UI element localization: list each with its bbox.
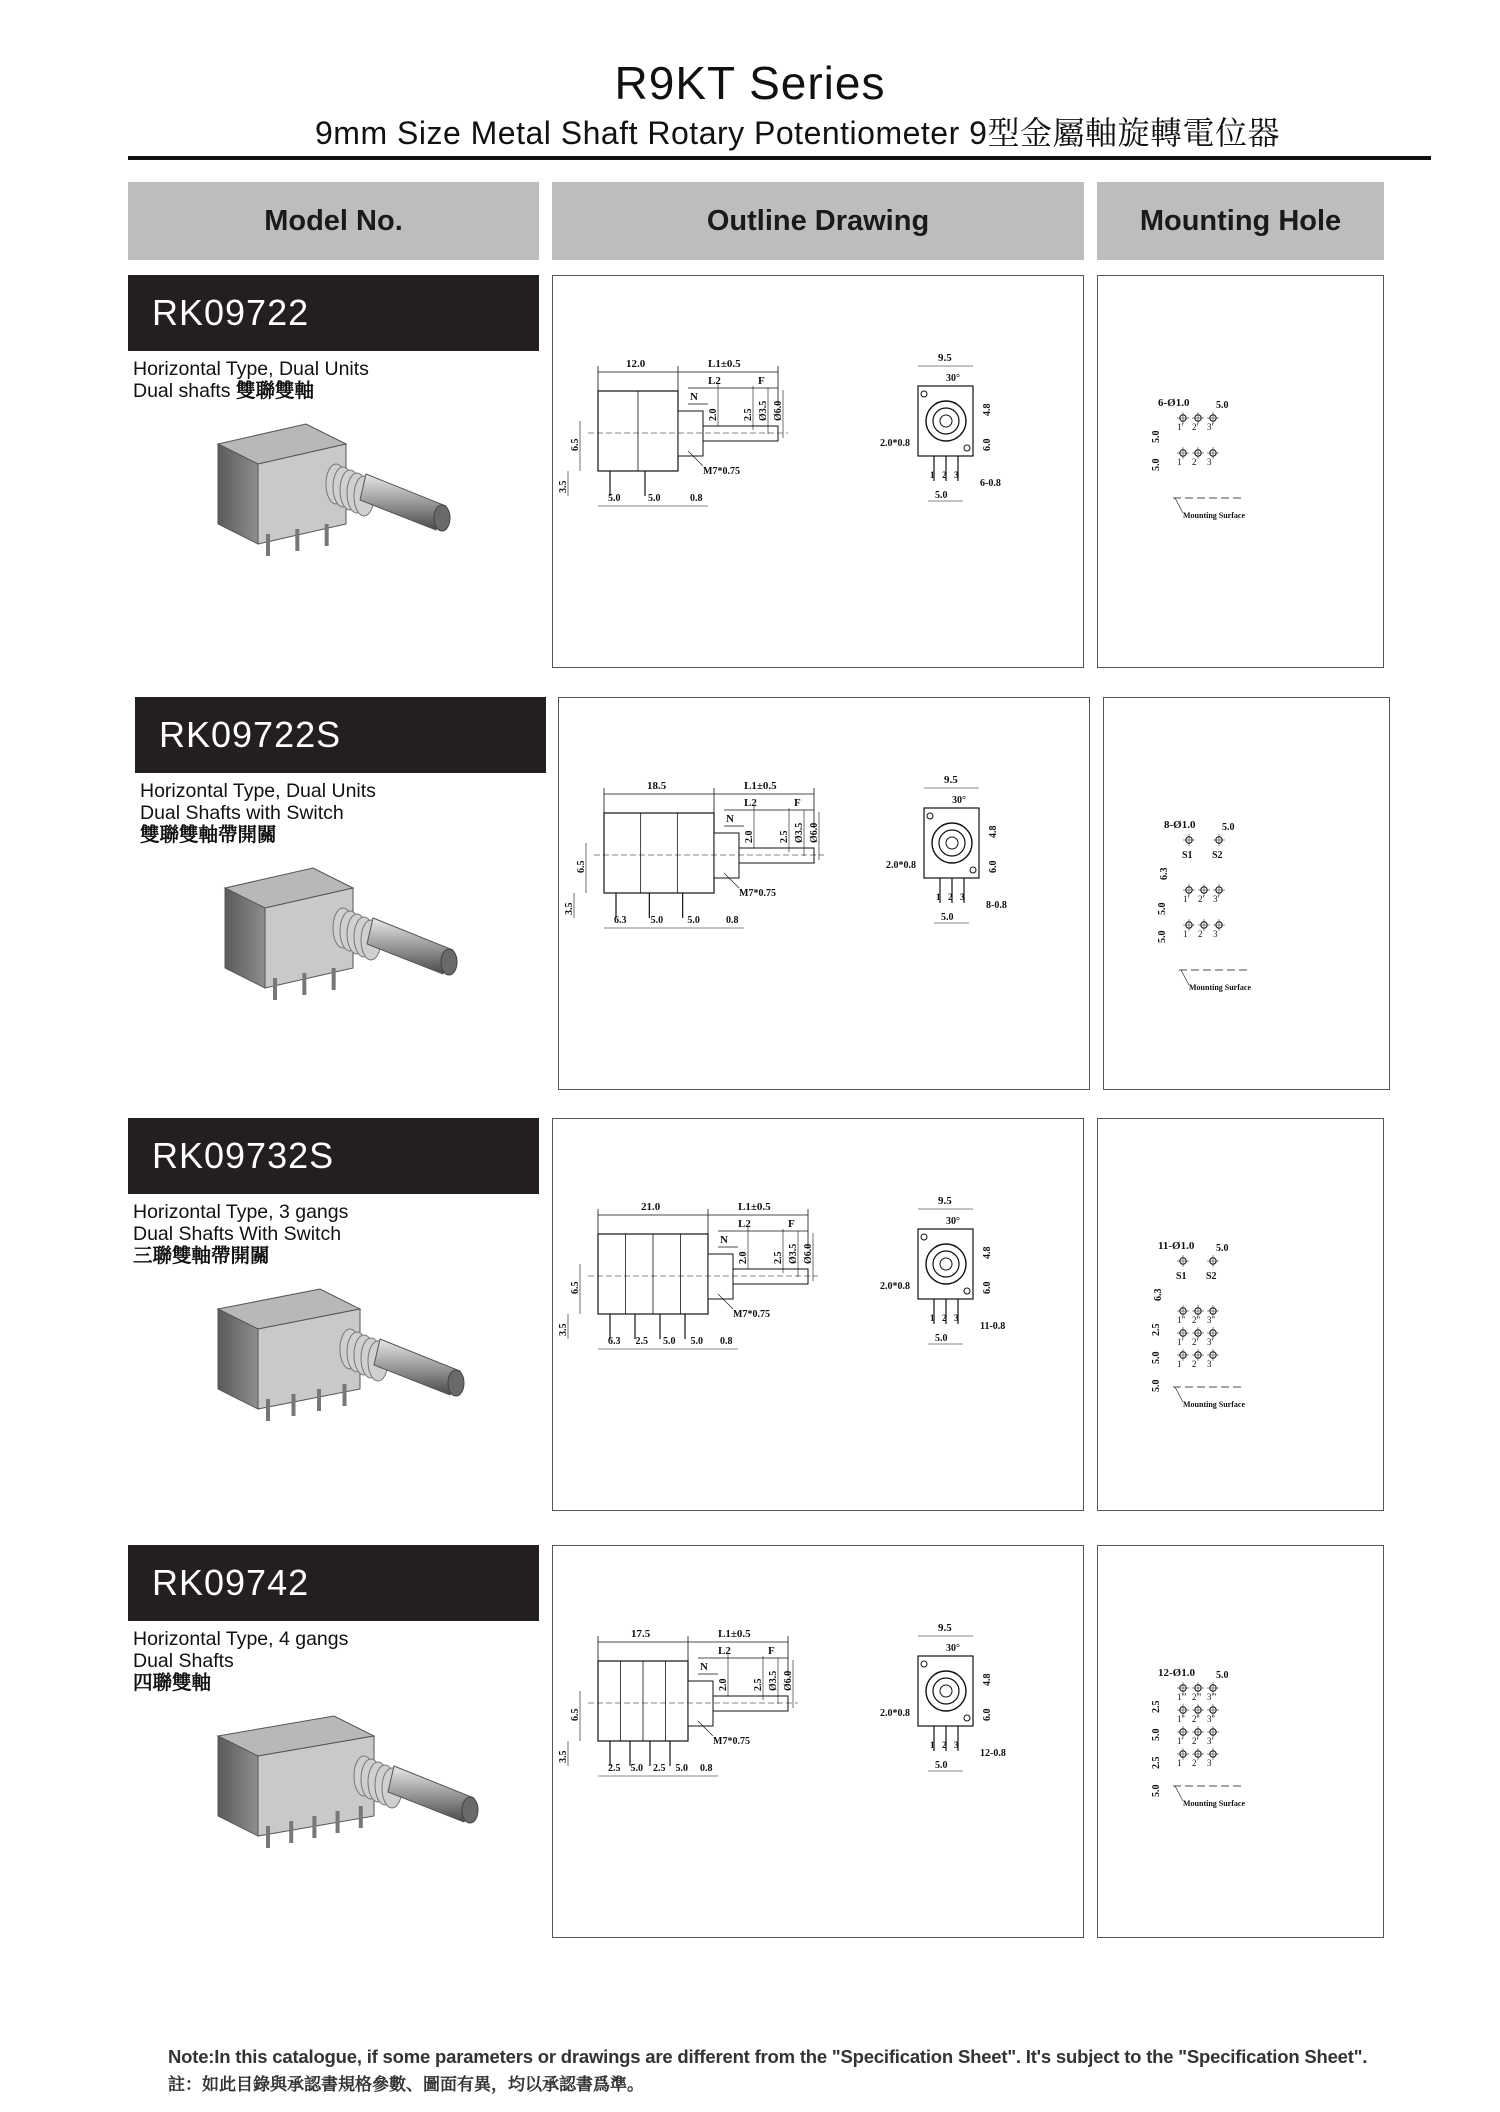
pin-label: 3' bbox=[1213, 894, 1220, 904]
mounting-hole-drawing bbox=[1104, 698, 1389, 1088]
dim-bottom-pitch: 5.0 bbox=[941, 912, 954, 923]
outline-drawing-box bbox=[552, 1545, 1084, 1938]
dim-tab: 2.0*0.8 bbox=[880, 1708, 910, 1719]
outline-drawing bbox=[553, 1546, 1083, 1936]
pin bbox=[302, 973, 306, 995]
dim-width: 9.5 bbox=[938, 1622, 952, 1634]
front-pin-label: 3 bbox=[954, 470, 959, 480]
dim-angle: 30° bbox=[946, 1643, 960, 1654]
dim-h1: 6.5 bbox=[576, 860, 587, 873]
dim-h1: 6.5 bbox=[570, 438, 581, 451]
shaft bbox=[388, 1766, 474, 1822]
vertical-pitch: 2.5 bbox=[1151, 1756, 1162, 1769]
dim-n: N bbox=[700, 1661, 708, 1673]
hole-spec: 11-Ø1.0 bbox=[1158, 1240, 1195, 1252]
pin-label: 2 bbox=[1192, 1758, 1197, 1768]
potentiometer-illustration bbox=[198, 414, 488, 604]
footer-note-cn: 註：如此目錄與承認書規格參數、圖面有異，均以承認書爲準。 bbox=[168, 2075, 644, 2094]
dim-pitch-b: 5.0 bbox=[648, 493, 661, 504]
pin bbox=[266, 1826, 270, 1848]
pin-label: 3 bbox=[1207, 1758, 1212, 1768]
dim-thickness: 0.8 bbox=[690, 493, 703, 504]
dim-thread: M7*0.75 bbox=[739, 888, 776, 899]
dim-angle: 30° bbox=[952, 795, 966, 806]
dim-r1: 4.8 bbox=[982, 403, 993, 416]
dim-d3: Ø3.5 bbox=[768, 1670, 779, 1691]
hole-spec: 12-Ø1.0 bbox=[1158, 1667, 1195, 1679]
dim-d4: Ø6.0 bbox=[773, 400, 784, 421]
switch-label: S1 bbox=[1182, 850, 1193, 861]
shaft-end bbox=[448, 1370, 464, 1396]
dim-body-length: 12.0 bbox=[626, 358, 646, 370]
dim-angle: 30° bbox=[946, 1216, 960, 1227]
dim-tab: 2.0*0.8 bbox=[886, 860, 916, 871]
bushing bbox=[688, 1681, 713, 1726]
title-rule bbox=[128, 156, 1431, 160]
pin bbox=[292, 1394, 296, 1416]
vertical-pitch: 5.0 bbox=[1151, 1784, 1162, 1797]
column-header-mounting-label: Mounting Hole bbox=[1139, 204, 1342, 237]
dim-n: N bbox=[690, 391, 698, 403]
potentiometer-illustration bbox=[198, 1706, 488, 1896]
pin-label: 1 bbox=[1177, 1359, 1182, 1369]
dim-thread: M7*0.75 bbox=[733, 1309, 770, 1320]
dim-thread: M7*0.75 bbox=[713, 1736, 750, 1747]
vertical-pitch: 2.5 bbox=[1151, 1323, 1162, 1336]
mounting-surface-label: Mounting Surface bbox=[1183, 511, 1245, 520]
pin-label: 1' bbox=[1183, 894, 1190, 904]
model-number-bar bbox=[128, 1545, 539, 1621]
dim-thread: M7*0.75 bbox=[703, 466, 740, 477]
dim-r1: 4.8 bbox=[982, 1246, 993, 1259]
hole-pitch: 5.0 bbox=[1222, 822, 1235, 833]
column-header-model-label: Model No. bbox=[264, 204, 403, 237]
front-pin-label: 1 bbox=[936, 892, 941, 902]
dim-bottom-pitch: 5.0 bbox=[935, 490, 948, 501]
dim-r2: 6.0 bbox=[982, 438, 993, 451]
column-header-model bbox=[128, 182, 539, 260]
dim-d2: 2.5 bbox=[753, 1678, 764, 1691]
shaft-end bbox=[434, 505, 450, 531]
mounting-hole-box bbox=[1097, 1545, 1384, 1938]
shaft bbox=[374, 1339, 460, 1395]
dim-d2: 2.5 bbox=[743, 408, 754, 421]
shaft-end bbox=[462, 1797, 478, 1823]
description-cn: 雙聯雙軸 bbox=[235, 380, 314, 402]
pin-label: 2' bbox=[1192, 1736, 1199, 1746]
pin-label: 2" bbox=[1192, 1315, 1201, 1325]
dim-thickness: 0.8 bbox=[720, 1336, 733, 1347]
pin-label: 2' bbox=[1198, 894, 1205, 904]
dim-bottom-pitch: 5.0 bbox=[935, 1333, 948, 1344]
hole-pitch: 5.0 bbox=[1216, 1243, 1229, 1254]
dim-body-length: 17.5 bbox=[631, 1628, 651, 1640]
pin-label: 3'' bbox=[1207, 1714, 1215, 1724]
dim-body-length: 21.0 bbox=[641, 1201, 661, 1213]
dim-h2: 3.5 bbox=[558, 480, 569, 493]
front-pin-label: 1 bbox=[930, 470, 935, 480]
dim-f: F bbox=[758, 375, 765, 387]
pin bbox=[312, 1816, 316, 1838]
dim-d4: Ø6.0 bbox=[809, 822, 820, 843]
bushing bbox=[714, 833, 739, 878]
product-photo bbox=[198, 1706, 488, 1896]
shaft-outline bbox=[739, 848, 814, 863]
mounting-surface-label: Mounting Surface bbox=[1183, 1400, 1245, 1409]
front-pin-label: 2 bbox=[948, 892, 953, 902]
description-en: Dual shafts bbox=[133, 380, 236, 402]
mounting-surface-label: Mounting Surface bbox=[1189, 983, 1251, 992]
description-line-last bbox=[133, 1672, 348, 1694]
front-pin-label: 1 bbox=[930, 1313, 935, 1323]
pin-label: 1 bbox=[1177, 1758, 1182, 1768]
pin-label: 2 bbox=[1192, 1359, 1197, 1369]
switch-label: S2 bbox=[1206, 1271, 1217, 1282]
dim-pitch-a: 5.0 bbox=[608, 493, 621, 504]
hole-pitch: 5.0 bbox=[1216, 400, 1229, 411]
front-pin-label: 2 bbox=[942, 1740, 947, 1750]
bushing bbox=[708, 1254, 733, 1299]
model-description bbox=[140, 780, 376, 846]
front-pin-label: 3 bbox=[954, 1313, 959, 1323]
potentiometer-illustration bbox=[205, 858, 495, 1048]
description-cn: 雙聯雙軸帶開關 bbox=[140, 824, 277, 846]
front-pin-label: 1 bbox=[930, 1740, 935, 1750]
leader bbox=[1175, 1786, 1183, 1801]
pin-label: 1 bbox=[1177, 457, 1182, 467]
dim-thickness: 0.8 bbox=[700, 1763, 713, 1774]
dim-tab: 2.0*0.8 bbox=[880, 1281, 910, 1292]
description-line: Horizontal Type, 3 gangs bbox=[133, 1201, 349, 1223]
dim-d4: Ø6.0 bbox=[803, 1243, 814, 1264]
mounting-hole-drawing bbox=[1098, 276, 1383, 666]
footer-note: Note:In this catalogue, if some parameters or drawings are different from the "Specification Sheet". It's subject to the "Specification Sheet". bbox=[168, 2046, 1368, 2067]
dim-f: F bbox=[768, 1645, 775, 1657]
shaft-outline bbox=[733, 1269, 808, 1284]
dim-r2: 6.0 bbox=[988, 860, 999, 873]
outline-drawing bbox=[553, 276, 1083, 666]
dim-pitch-b: 5.0 bbox=[690, 1336, 703, 1347]
front-pin-label: 3 bbox=[960, 892, 965, 902]
vertical-pitch: 5.0 bbox=[1157, 902, 1168, 915]
front-pin-label: 2 bbox=[942, 1313, 947, 1323]
outline-drawing bbox=[553, 1119, 1083, 1509]
mounting-hole-box bbox=[1103, 697, 1390, 1090]
dim-d2: 2.5 bbox=[773, 1251, 784, 1264]
hole-pitch: 5.0 bbox=[1216, 1670, 1229, 1681]
body-outline bbox=[604, 813, 714, 893]
description-line: Horizontal Type, Dual Units bbox=[133, 358, 369, 380]
pin-label: 1 bbox=[1183, 929, 1188, 939]
vertical-pitch: 2.5 bbox=[1151, 1700, 1162, 1713]
pin-label: 2' bbox=[1192, 422, 1199, 432]
dim-pitch-a: 5.0 bbox=[630, 1763, 643, 1774]
pin-label: 3' bbox=[1207, 1337, 1214, 1347]
product-photo bbox=[198, 414, 488, 604]
column-header-outline-label: Outline Drawing bbox=[706, 204, 930, 237]
dim-d1: 2.0 bbox=[718, 1678, 729, 1691]
model-number-bar bbox=[128, 1118, 539, 1194]
dim-pin-count: 8-0.8 bbox=[986, 900, 1007, 911]
description-cn: 三聯雙軸帶開關 bbox=[133, 1245, 270, 1267]
pin-label: 3''' bbox=[1207, 1692, 1217, 1702]
pin-label: 3' bbox=[1207, 1736, 1214, 1746]
vertical-pitch: 5.0 bbox=[1151, 458, 1162, 471]
dim-pin-count: 12-0.8 bbox=[980, 1748, 1006, 1759]
description-line-last bbox=[133, 1245, 348, 1267]
pin-label: 1''' bbox=[1177, 1692, 1187, 1702]
model-number: RK09722 bbox=[152, 292, 310, 333]
pin-label: 2 bbox=[1198, 929, 1203, 939]
vertical-pitch: 5.0 bbox=[1151, 1351, 1162, 1364]
mounting-hole-drawing bbox=[1098, 1546, 1383, 1936]
front-pin-label: 3 bbox=[954, 1740, 959, 1750]
model-description bbox=[133, 1628, 348, 1694]
pin bbox=[273, 978, 277, 1000]
shaft bbox=[367, 918, 453, 974]
dim-d3: Ø3.5 bbox=[758, 400, 769, 421]
vertical-pitch: 6.3 bbox=[1153, 1288, 1164, 1301]
pin bbox=[359, 1806, 363, 1828]
pin-label: 1' bbox=[1177, 422, 1184, 432]
dim-tab: 2.0*0.8 bbox=[880, 438, 910, 449]
dim-thickness: 0.8 bbox=[726, 915, 739, 926]
leader bbox=[1175, 498, 1183, 513]
dim-pitch-c: 6.3 bbox=[614, 915, 627, 926]
model-number-bar bbox=[128, 275, 539, 351]
dim-f: F bbox=[794, 797, 801, 809]
pin bbox=[336, 1811, 340, 1833]
pin bbox=[325, 524, 329, 546]
hole-spec: 8-Ø1.0 bbox=[1164, 819, 1196, 831]
model-number-bar bbox=[135, 697, 546, 773]
pin bbox=[343, 1384, 347, 1406]
description-line-last bbox=[133, 380, 369, 402]
pin-label: 2 bbox=[1192, 457, 1197, 467]
bushing bbox=[678, 411, 703, 456]
shaft-end bbox=[441, 949, 457, 975]
outline-drawing bbox=[559, 698, 1089, 1088]
dim-pitch-a: 5.0 bbox=[650, 915, 664, 926]
dim-l1: L1±0.5 bbox=[718, 1628, 751, 1640]
vertical-pitch: 5.0 bbox=[1151, 430, 1162, 443]
dim-f: F bbox=[788, 1218, 795, 1230]
pin-label: 1' bbox=[1177, 1736, 1184, 1746]
mounting-hole-drawing bbox=[1098, 1119, 1383, 1509]
pin-label: 1'' bbox=[1177, 1714, 1185, 1724]
pin bbox=[317, 1389, 321, 1411]
pin-label: 1" bbox=[1177, 1315, 1186, 1325]
dim-pitch-d: 2.5 bbox=[635, 1336, 648, 1347]
description-line: Dual Shafts With Switch bbox=[133, 1223, 342, 1245]
model-number: RK09722S bbox=[159, 714, 342, 755]
pin bbox=[289, 1821, 293, 1843]
mounting-hole-box bbox=[1097, 275, 1384, 668]
mounting-surface-label: Mounting Surface bbox=[1183, 1799, 1245, 1808]
dim-n: N bbox=[720, 1234, 728, 1246]
shaft bbox=[360, 474, 446, 530]
pin bbox=[266, 1399, 270, 1421]
model-description bbox=[133, 1201, 348, 1267]
vertical-pitch: 5.0 bbox=[1157, 930, 1168, 943]
dim-n: N bbox=[726, 813, 734, 825]
dim-d4: Ø6.0 bbox=[783, 1670, 794, 1691]
dim-width: 9.5 bbox=[944, 774, 958, 786]
description-line: Horizontal Type, 4 gangs bbox=[133, 1628, 349, 1650]
dim-l1: L1±0.5 bbox=[738, 1201, 771, 1213]
description-cn: 四聯雙軸 bbox=[133, 1672, 212, 1694]
pin-label: 3 bbox=[1207, 1359, 1212, 1369]
description-line: Dual Shafts with Switch bbox=[140, 802, 344, 824]
dim-h1: 6.5 bbox=[570, 1708, 581, 1721]
dim-pitch-b: 5.0 bbox=[675, 1763, 688, 1774]
dim-pin-count: 6-0.8 bbox=[980, 478, 1001, 489]
dim-r1: 4.8 bbox=[982, 1673, 993, 1686]
column-header-mounting bbox=[1097, 182, 1384, 260]
column-header-outline bbox=[552, 182, 1084, 260]
dim-d1: 2.0 bbox=[708, 408, 719, 421]
dim-h2: 3.5 bbox=[558, 1750, 569, 1763]
leader bbox=[1175, 1387, 1183, 1402]
dim-d1: 2.0 bbox=[738, 1251, 749, 1264]
dim-r1: 4.8 bbox=[988, 825, 999, 838]
outline-drawing-box bbox=[552, 1118, 1084, 1511]
product-photo bbox=[198, 1279, 488, 1469]
dim-bottom-pitch: 5.0 bbox=[935, 1760, 948, 1771]
pin-label: 3 bbox=[1213, 929, 1218, 939]
mounting-hole-box bbox=[1097, 1118, 1384, 1511]
dim-r2: 6.0 bbox=[982, 1708, 993, 1721]
shaft-outline bbox=[703, 426, 778, 441]
dim-r2: 6.0 bbox=[982, 1281, 993, 1294]
dim-l1: L1±0.5 bbox=[708, 358, 741, 370]
front-pin-label: 2 bbox=[942, 470, 947, 480]
dim-pitch-d: 2.5 bbox=[608, 1763, 621, 1774]
description-line: Horizontal Type, Dual Units bbox=[140, 780, 376, 802]
switch-label: S2 bbox=[1212, 850, 1223, 861]
dim-pin-count: 11-0.8 bbox=[980, 1321, 1006, 1332]
description-line-last bbox=[140, 824, 376, 846]
dim-pitch-c: 6.3 bbox=[608, 1336, 621, 1347]
dim-l2: L2 bbox=[708, 375, 721, 387]
hole-spec: 6-Ø1.0 bbox=[1158, 397, 1190, 409]
pin bbox=[295, 529, 299, 551]
pin-label: 3" bbox=[1207, 1315, 1216, 1325]
pin-label: 1' bbox=[1177, 1337, 1184, 1347]
dim-d2: 2.5 bbox=[779, 830, 790, 843]
dim-angle: 30° bbox=[946, 373, 960, 384]
model-number: RK09742 bbox=[152, 1562, 310, 1603]
vertical-pitch: 6.3 bbox=[1159, 867, 1170, 880]
page-subtitle: 9mm Size Metal Shaft Rotary Potentiometer 9型金屬軸旋轉電位器 bbox=[315, 115, 1280, 151]
pin-label: 2' bbox=[1192, 1337, 1199, 1347]
dim-pitch-b: 5.0 bbox=[687, 915, 700, 926]
model-number: RK09732S bbox=[152, 1135, 335, 1176]
dim-h1: 6.5 bbox=[570, 1281, 581, 1294]
dim-l2: L2 bbox=[718, 1645, 731, 1657]
dim-d3: Ø3.5 bbox=[794, 822, 805, 843]
dim-pitch-a: 5.0 bbox=[663, 1336, 676, 1347]
potentiometer-illustration bbox=[198, 1279, 488, 1469]
dim-l1: L1±0.5 bbox=[744, 780, 777, 792]
dim-l2: L2 bbox=[744, 797, 757, 809]
model-description bbox=[133, 358, 369, 402]
dim-h2: 3.5 bbox=[564, 902, 575, 915]
leader bbox=[1181, 970, 1189, 985]
outline-drawing-box bbox=[552, 275, 1084, 668]
shaft-outline bbox=[713, 1696, 788, 1711]
outline-drawing-box bbox=[558, 697, 1090, 1090]
dim-width: 9.5 bbox=[938, 1195, 952, 1207]
pin bbox=[332, 968, 336, 990]
pin-label: 3' bbox=[1207, 422, 1214, 432]
pin bbox=[266, 534, 270, 556]
vertical-pitch: 5.0 bbox=[1151, 1728, 1162, 1741]
dim-h2: 3.5 bbox=[558, 1323, 569, 1336]
dim-l2: L2 bbox=[738, 1218, 751, 1230]
product-photo bbox=[205, 858, 495, 1048]
dim-d3: Ø3.5 bbox=[788, 1243, 799, 1264]
pin-label: 2'' bbox=[1192, 1714, 1200, 1724]
pin-label: 3 bbox=[1207, 457, 1212, 467]
switch-label: S1 bbox=[1176, 1271, 1187, 1282]
dim-width: 9.5 bbox=[938, 352, 952, 364]
dim-body-length: 18.5 bbox=[647, 780, 667, 792]
page-title: R9KT Series bbox=[614, 57, 886, 109]
vertical-pitch: 5.0 bbox=[1151, 1379, 1162, 1392]
dim-d1: 2.0 bbox=[744, 830, 755, 843]
dim-pitch-e: 2.5 bbox=[653, 1763, 666, 1774]
description-line: Dual Shafts bbox=[133, 1650, 234, 1672]
pin-label: 2''' bbox=[1192, 1692, 1202, 1702]
